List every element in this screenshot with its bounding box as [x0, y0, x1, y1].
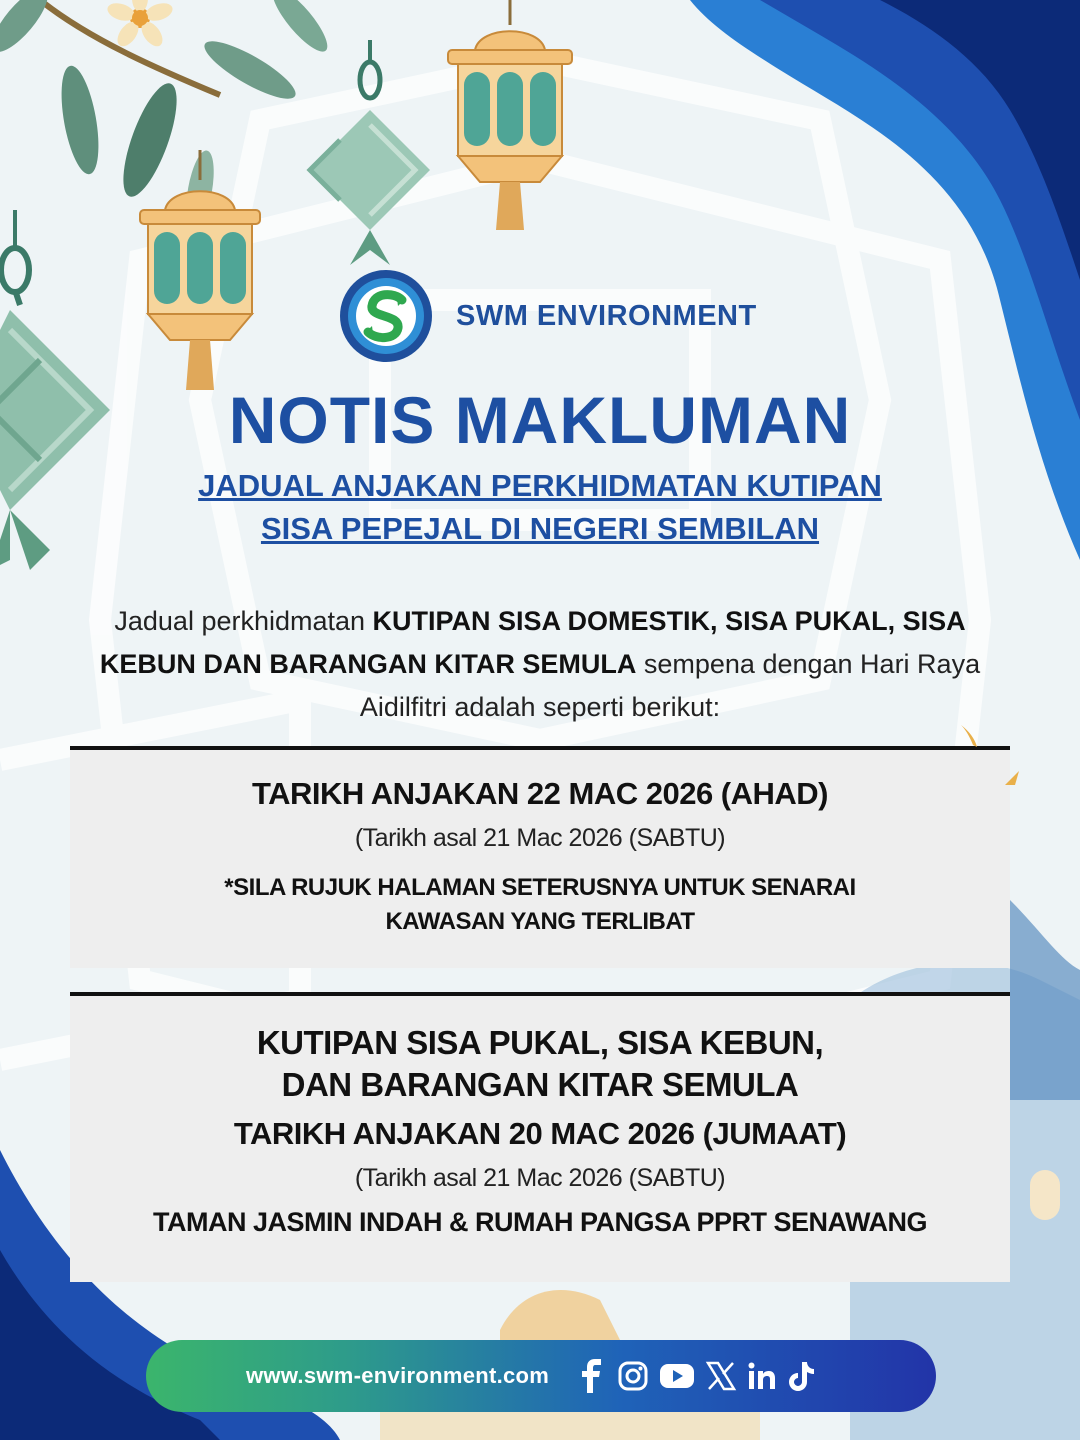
box2-area: TAMAN JASMIN INDAH & RUMAH PANGSA PPRT SENAWANG — [152, 1207, 927, 1237]
page-subtitle — [0, 464, 1080, 550]
footer-bar — [146, 1340, 936, 1412]
brand-logo — [338, 268, 757, 364]
subtitle-line-1: JADUAL ANJAKAN PERKHIDMATAN KUTIPAN — [198, 468, 882, 503]
star-decoration — [955, 725, 1025, 795]
box1-original-date: (Tarikh asal 21 Mac 2026 (SABTU) — [354, 824, 726, 852]
box2-date: TARIKH ANJAKAN 20 MAC 2026 (JUMAAT) — [233, 1116, 847, 1151]
social-icons — [577, 1359, 815, 1393]
facebook-icon[interactable] — [577, 1359, 607, 1393]
ketupat-decoration-middle — [300, 40, 440, 270]
box1-note-line-1: *SILA RUJUK HALAMAN SETERUSNYA UNTUK SENARAI — [224, 874, 856, 901]
intro-paragraph — [80, 600, 1000, 729]
page-title: NOTIS MAKLUMAN — [228, 383, 852, 457]
intro-bold-2: KEBUN DAN BARANGAN KITAR SEMULA — [99, 649, 637, 679]
brand-name: SWM ENVIRONMENT — [456, 299, 757, 332]
schedule-box-domestic — [70, 746, 1010, 968]
tiktok-icon[interactable] — [787, 1360, 815, 1392]
box1-heading: TARIKH ANJAKAN 22 MAC 2026 (AHAD) — [251, 776, 828, 811]
youtube-icon[interactable] — [659, 1362, 695, 1390]
box2-heading-line-1: KUTIPAN SISA PUKAL, SISA KEBUN, — [256, 1024, 824, 1061]
website-link[interactable]: www.swm-environment.com — [246, 1363, 550, 1388]
box2-original-date: (Tarikh asal 21 Mac 2026 (SABTU) — [354, 1164, 726, 1192]
linkedin-icon[interactable] — [747, 1361, 777, 1391]
swm-logo-icon — [338, 268, 434, 364]
lantern-decoration-right — [440, 0, 580, 235]
intro-text-1: Jadual perkhidmatan — [114, 606, 373, 636]
x-icon[interactable] — [705, 1360, 737, 1392]
box1-note-line-2: KAWASAN YANG TERLIBAT — [385, 908, 695, 935]
subtitle-line-2: SISA PEPEJAL DI NEGERI SEMBILAN — [260, 511, 820, 546]
intro-text-2: sempena dengan Hari Raya — [636, 649, 981, 679]
box2-heading-line-2: DAN BARANGAN KITAR SEMULA — [281, 1066, 799, 1103]
intro-text-3: Aidilfitri adalah seperti berikut: — [359, 692, 721, 722]
instagram-icon[interactable] — [617, 1360, 649, 1392]
schedule-box-bulk — [70, 992, 1010, 1282]
intro-bold-1: KUTIPAN SISA DOMESTIK, SISA PUKAL, SISA — [372, 606, 966, 636]
lantern-decoration-left — [130, 150, 270, 400]
